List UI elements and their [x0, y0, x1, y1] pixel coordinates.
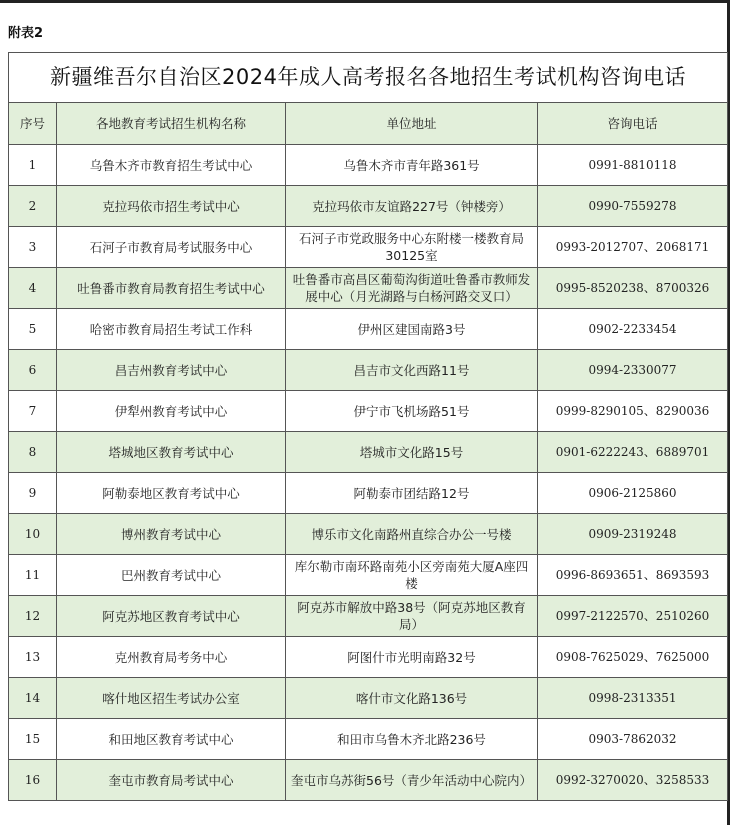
row-seq: 2 — [9, 186, 57, 227]
table-row — [9, 555, 728, 596]
table-row — [9, 637, 728, 678]
row-address: 石河子市党政服务中心东附楼一楼教育局30125室 — [286, 227, 538, 268]
header-row — [9, 103, 728, 145]
table-row — [9, 678, 728, 719]
row-phone: 0998-2313351 — [538, 678, 728, 719]
header-seq: 序号 — [9, 103, 57, 145]
row-seq: 14 — [9, 678, 57, 719]
row-phone: 0999-8290105、8290036 — [538, 391, 728, 432]
row-phone: 0991-8810118 — [538, 145, 728, 186]
row-address: 克拉玛依市友谊路227号（钟楼旁） — [286, 186, 538, 227]
row-seq: 16 — [9, 760, 57, 801]
row-phone: 0993-2012707、2068171 — [538, 227, 728, 268]
row-phone: 0994-2330077 — [538, 350, 728, 391]
row-address: 吐鲁番市高昌区葡萄沟街道吐鲁番市教师发展中心（月光湖路与白杨河路交叉口） — [286, 268, 538, 309]
table-row — [9, 309, 728, 350]
table-row — [9, 227, 728, 268]
row-org: 石河子市教育局考试服务中心 — [57, 227, 286, 268]
row-phone: 0902-2233454 — [538, 309, 728, 350]
row-phone: 0990-7559278 — [538, 186, 728, 227]
row-org: 塔城地区教育考试中心 — [57, 432, 286, 473]
appendix-label: 附表2 — [8, 26, 44, 41]
header-phone: 咨询电话 — [538, 103, 728, 145]
row-org: 阿勒泰地区教育考试中心 — [57, 473, 286, 514]
row-address: 喀什市文化路136号 — [286, 678, 538, 719]
row-address: 伊宁市飞机场路51号 — [286, 391, 538, 432]
row-phone: 0909-2319248 — [538, 514, 728, 555]
row-seq: 3 — [9, 227, 57, 268]
row-phone: 0995-8520238、8700326 — [538, 268, 728, 309]
table-title: 新疆维吾尔自治区2024年成人高考报名各地招生考试机构咨询电话 — [9, 53, 728, 103]
row-org: 克州教育局考务中心 — [57, 637, 286, 678]
row-org: 喀什地区招生考试办公室 — [57, 678, 286, 719]
row-address: 塔城市文化路15号 — [286, 432, 538, 473]
row-seq: 13 — [9, 637, 57, 678]
table-row — [9, 268, 728, 309]
row-org: 和田地区教育考试中心 — [57, 719, 286, 760]
table-row — [9, 596, 728, 637]
row-org: 乌鲁木齐市教育招生考试中心 — [57, 145, 286, 186]
table-row — [9, 391, 728, 432]
header-address: 单位地址 — [286, 103, 538, 145]
row-seq: 6 — [9, 350, 57, 391]
table-row — [9, 473, 728, 514]
row-seq: 7 — [9, 391, 57, 432]
row-phone: 0992-3270020、3258533 — [538, 760, 728, 801]
table-row — [9, 350, 728, 391]
row-address: 阿图什市光明南路32号 — [286, 637, 538, 678]
row-phone: 0997-2122570、2510260 — [538, 596, 728, 637]
row-seq: 4 — [9, 268, 57, 309]
row-address: 昌吉市文化西路11号 — [286, 350, 538, 391]
row-address: 奎屯市乌苏街56号（青少年活动中心院内） — [286, 760, 538, 801]
row-phone: 0903-7862032 — [538, 719, 728, 760]
row-org: 昌吉州教育考试中心 — [57, 350, 286, 391]
row-address: 阿克苏市解放中路38号（阿克苏地区教育局） — [286, 596, 538, 637]
row-org: 阿克苏地区教育考试中心 — [57, 596, 286, 637]
row-address: 库尔勒市南环路南苑小区旁南苑大厦A座四楼 — [286, 555, 538, 596]
top-border — [0, 0, 730, 3]
table-row — [9, 186, 728, 227]
row-phone: 0996-8693651、8693593 — [538, 555, 728, 596]
row-seq: 5 — [9, 309, 57, 350]
row-seq: 11 — [9, 555, 57, 596]
row-address: 伊州区建国南路3号 — [286, 309, 538, 350]
consultation-phone-table — [8, 52, 728, 801]
row-phone: 0906-2125860 — [538, 473, 728, 514]
table-row — [9, 514, 728, 555]
header-org: 各地教育考试招生机构名称 — [57, 103, 286, 145]
row-address: 阿勒泰市团结路12号 — [286, 473, 538, 514]
row-address: 和田市乌鲁木齐北路236号 — [286, 719, 538, 760]
row-address: 乌鲁木齐市青年路361号 — [286, 145, 538, 186]
table-row — [9, 432, 728, 473]
row-phone: 0901-6222243、6889701 — [538, 432, 728, 473]
table-row — [9, 145, 728, 186]
row-org: 奎屯市教育局考试中心 — [57, 760, 286, 801]
row-seq: 15 — [9, 719, 57, 760]
row-org: 博州教育考试中心 — [57, 514, 286, 555]
table-row — [9, 719, 728, 760]
row-org: 哈密市教育局招生考试工作科 — [57, 309, 286, 350]
table-row — [9, 760, 728, 801]
row-seq: 12 — [9, 596, 57, 637]
row-seq: 10 — [9, 514, 57, 555]
row-org: 巴州教育考试中心 — [57, 555, 286, 596]
row-seq: 9 — [9, 473, 57, 514]
row-seq: 1 — [9, 145, 57, 186]
row-org: 克拉玛依市招生考试中心 — [57, 186, 286, 227]
row-address: 博乐市文化南路州直综合办公一号楼 — [286, 514, 538, 555]
row-org: 伊犁州教育考试中心 — [57, 391, 286, 432]
row-phone: 0908-7625029、7625000 — [538, 637, 728, 678]
row-org: 吐鲁番市教育局教育招生考试中心 — [57, 268, 286, 309]
row-seq: 8 — [9, 432, 57, 473]
